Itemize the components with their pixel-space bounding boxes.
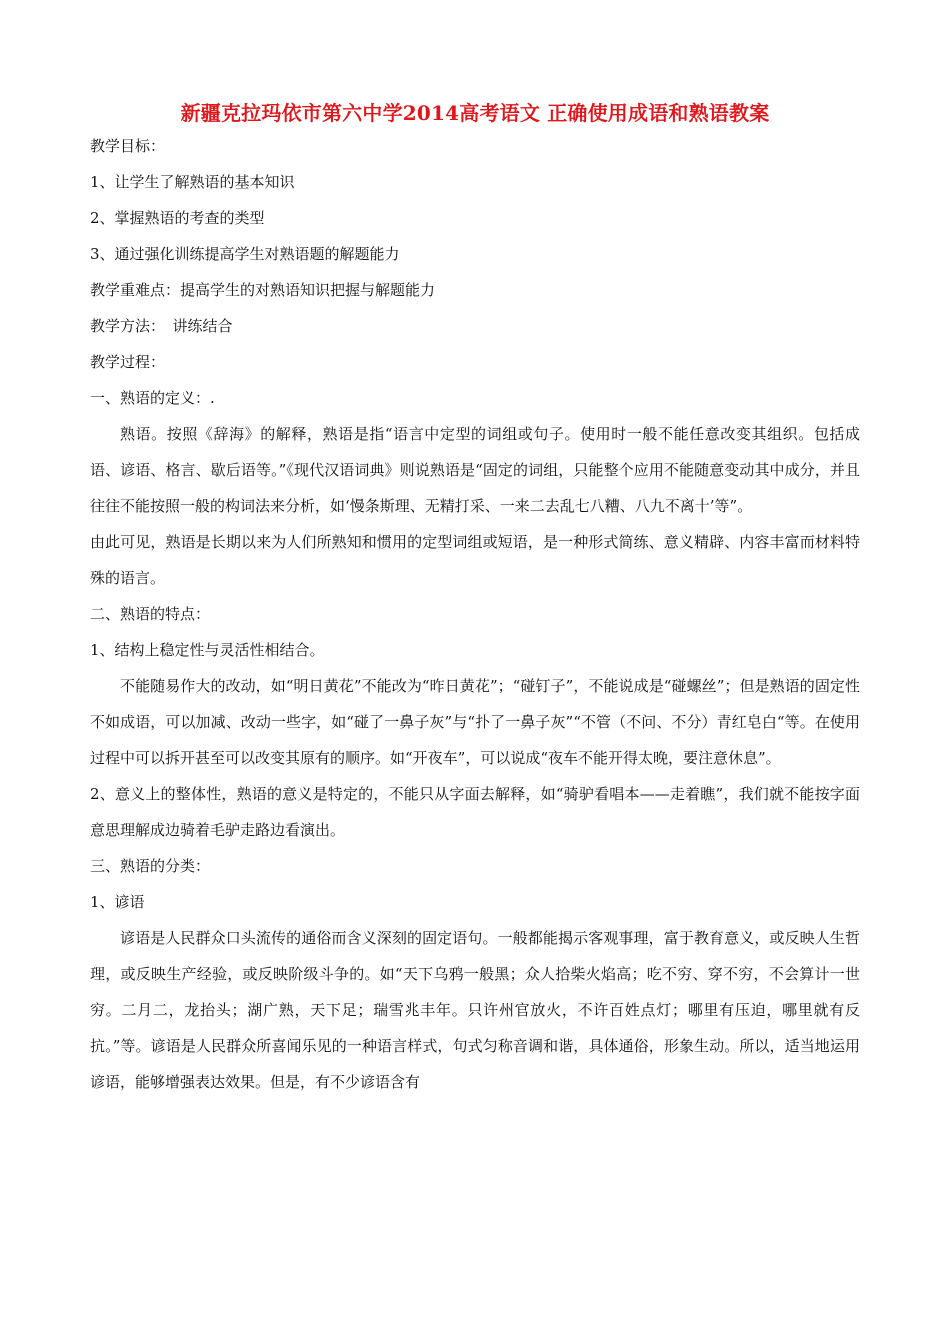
- paragraph: 熟语。按照《辞海》的解释，熟语是指“语言中定型的词组或句子。使用时一般不能任意改变其组织。包括成语、谚语、格言、歇后语等。”《现代汉语词典》则说熟语是“固定的词组，只能整个应用不能随意变动其中成分，并且往往不能按照一般的构词法来分析，如‘慢条斯理、无精打采、一来二去乱七八糟、八九不离十’等”。: [90, 425, 860, 515]
- paragraph: 三、熟语的分类：: [90, 857, 211, 875]
- paragraph: 教学方法： 讲练结合: [90, 317, 233, 335]
- paragraph: 2、掌握熟语的考查的类型: [90, 209, 265, 227]
- paragraph: 教学目标：: [90, 137, 166, 155]
- paragraph: 1、结构上稳定性与灵活性相结合。: [90, 641, 325, 659]
- paragraph: 1、谚语: [90, 893, 145, 911]
- paragraph: 2、意义上的整体性，熟语的意义是特定的，不能只从字面去解释，如“骑驴看唱本——走着瞧”，我们就不能按字面意思理解成边骑着毛驴走路边看演出。: [90, 785, 860, 839]
- paragraph: 教学过程：: [90, 353, 166, 371]
- document-body: [90, 128, 860, 1100]
- paragraph: 3、通过强化训练提高学生对熟语题的解题能力: [90, 245, 400, 263]
- paragraph: 教学重难点：提高学生的对熟语知识把握与解题能力: [90, 281, 436, 299]
- paragraph: 二、熟语的特点：: [90, 605, 211, 623]
- paragraph: 一、熟语的定义：.: [90, 389, 215, 407]
- paragraph: 1、让学生了解熟语的基本知识: [90, 173, 295, 191]
- paragraph: 谚语是人民群众口头流传的通俗而含义深刻的固定语句。一般都能揭示客观事理，富于教育意义，或反映人生哲理，或反映生产经验，或反映阶级斗争的。如“天下乌鸦一般黑；众人拾柴火焰高；吃不穷、穿不穷，不会算计一世穷。二月二，龙抬头；湖广熟，天下足；瑞雪兆丰年。只许州官放火，不许百姓点灯；哪里有压迫，哪里就有反抗。”等。谚语是人民群众所喜闻乐见的一种语言样式，句式匀称音调和谐，具体通俗，形象生动。所以，适当地运用谚语，能够增强表达效果。但是，有不少谚语含有: [90, 929, 860, 1091]
- document-title: 新疆克拉玛依市第六中学2014高考语文 正确使用成语和熟语教案: [180, 101, 770, 125]
- paragraph: 由此可见，熟语是长期以来为人们所熟知和惯用的定型词组或短语，是一种形式简练、意义精辟、内容丰富而材料特殊的语言。: [90, 533, 860, 587]
- paragraph: 不能随易作大的改动，如“明日黄花”不能改为“昨日黄花”；“碰钉子”，不能说成是“碰螺丝”；但是熟语的固定性不如成语，可以加减、改动一些字，如“碰了一鼻子灰”与“扑了一鼻子灰”“不管（不问、不分）青红皂白“等。在使用过程中可以拆开甚至可以改变其原有的顺序。如“开夜车”，可以说成“夜车不能开得太晚，要注意休息”。: [90, 677, 860, 767]
